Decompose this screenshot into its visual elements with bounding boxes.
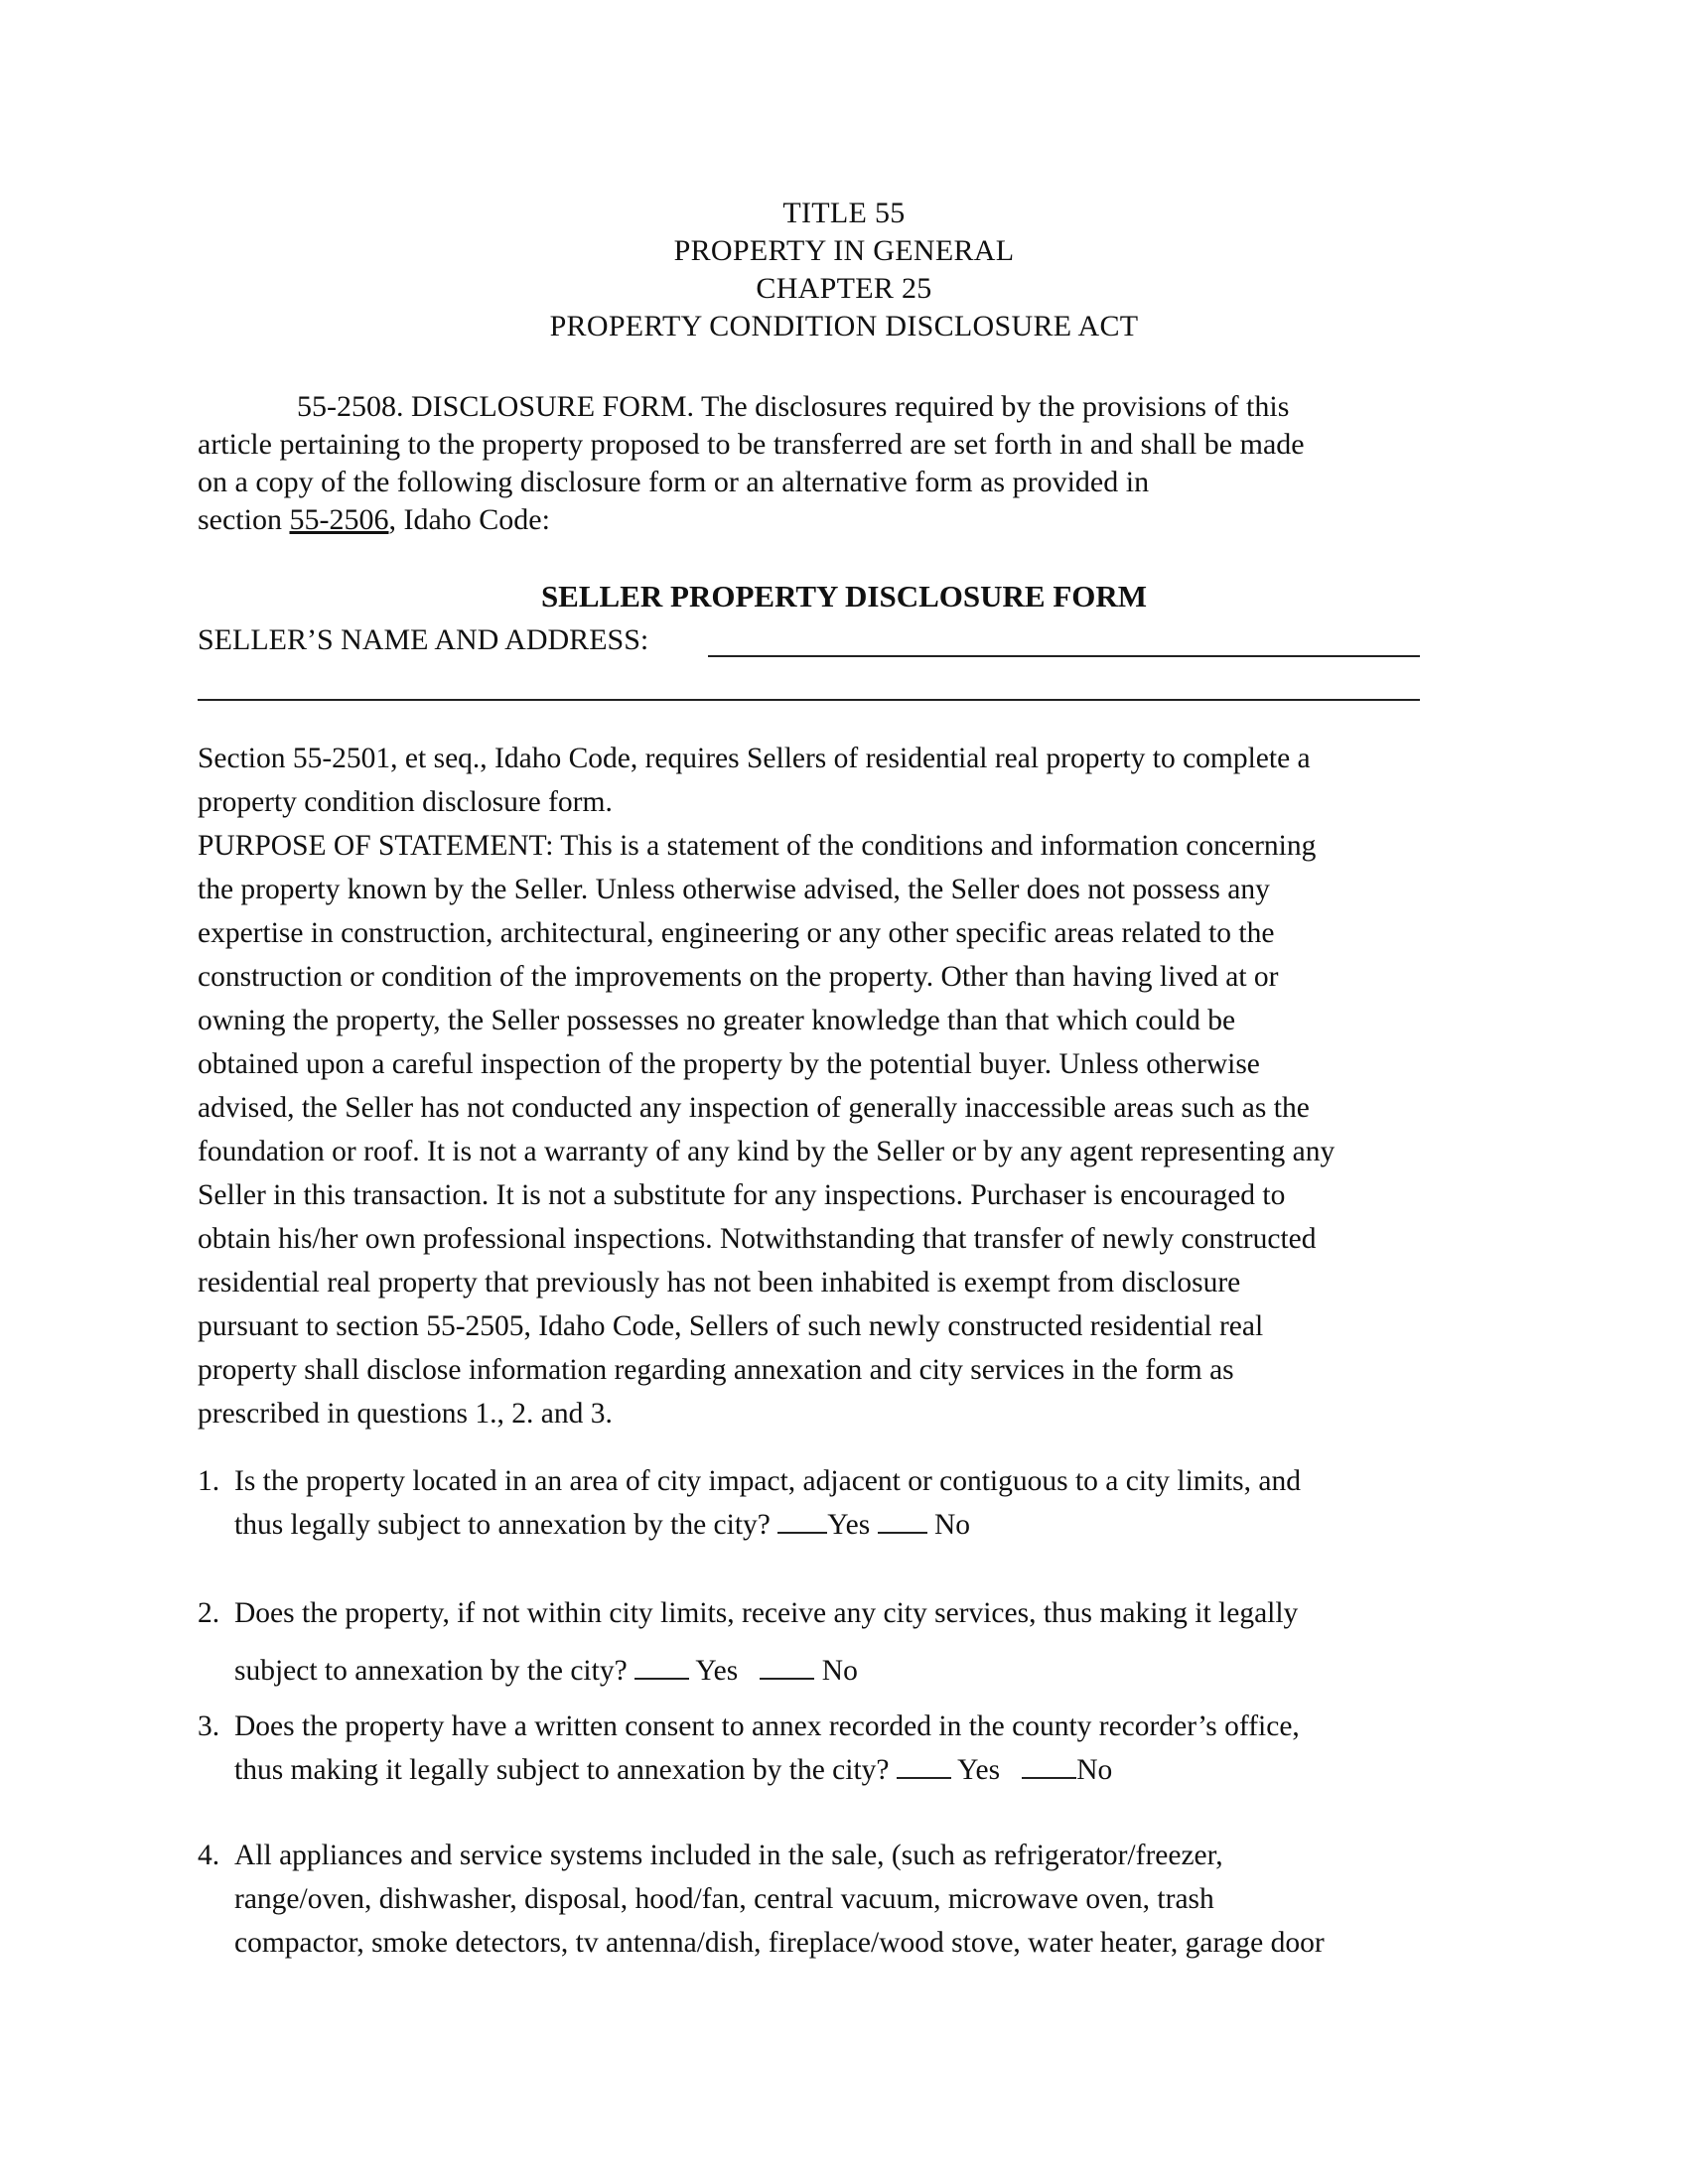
question-line: thus making it legally subject to annexation by the city? xyxy=(234,1754,890,1786)
question-answer-line xyxy=(234,1649,1298,1693)
intro-line xyxy=(198,501,1488,539)
document-heading xyxy=(0,195,1688,345)
seller-name-field[interactable] xyxy=(708,655,1420,657)
body-line: obtain his/her own professional inspections. Notwithstanding that transfer of newly constructed xyxy=(198,1223,1317,1255)
intro-line: article pertaining to the property proposed to be transferred are set forth in and shall be made xyxy=(198,428,1305,461)
purpose-statement xyxy=(198,737,1498,1435)
question-line: Does the property have a written consent to annex recorded in the county recorder’s office, xyxy=(234,1710,1300,1742)
body-line: expertise in construction, architectural, engineering or any other specific areas related to the xyxy=(198,917,1275,949)
form-title: SELLER PROPERTY DISCLOSURE FORM xyxy=(540,579,1148,614)
question-line: compactor, smoke detectors, tv antenna/dish, fireplace/wood stove, water heater, garage door xyxy=(234,1927,1325,1959)
intro-line: on a copy of the following disclosure form or an alternative form as provided in xyxy=(198,466,1150,498)
question-text xyxy=(234,1591,1298,1693)
body-line: prescribed in questions 1., 2. and 3. xyxy=(198,1398,613,1430)
body-line: property shall disclose information regarding annexation and city services in the form as xyxy=(198,1354,1234,1386)
body-line: obtained upon a careful inspection of the property by the potential buyer. Unless otherwise xyxy=(198,1048,1260,1080)
question-line: Does the property, if not within city limits, receive any city services, thus making it legally xyxy=(234,1597,1299,1629)
seller-address-field[interactable] xyxy=(198,699,1420,701)
body-line: Seller in this transaction. It is not a substitute for any inspections. Purchaser is encouraged to xyxy=(198,1179,1286,1211)
question-line: All appliances and service systems included in the sale, (such as refrigerator/freezer, xyxy=(234,1840,1223,1871)
subtitle-line: PROPERTY IN GENERAL xyxy=(673,234,1015,267)
body-line: construction or condition of the improvements on the property. Other than having lived at or xyxy=(198,961,1279,993)
q1-yes-blank[interactable] xyxy=(777,1508,827,1534)
no-label: No xyxy=(821,1655,858,1687)
act-line: PROPERTY CONDITION DISCLOSURE ACT xyxy=(549,310,1139,342)
yes-label: Yes xyxy=(827,1509,871,1541)
question-number: 4. xyxy=(198,1840,220,1871)
question-number: 2. xyxy=(198,1597,220,1629)
question-text xyxy=(234,1705,1300,1792)
yes-label: Yes xyxy=(695,1655,739,1687)
body-line: residential real property that previously has not been inhabited is exempt from disclosure xyxy=(198,1267,1241,1298)
question-line: thus legally subject to annexation by the city? xyxy=(234,1509,771,1541)
q2-no-blank[interactable] xyxy=(760,1654,814,1680)
question-line: Is the property located in an area of city impact, adjacent or contiguous to a city limits, and xyxy=(234,1465,1301,1497)
no-label: No xyxy=(1076,1754,1113,1786)
body-line: the property known by the Seller. Unless otherwise advised, the Seller does not possess any xyxy=(198,874,1270,905)
title-line: TITLE 55 xyxy=(782,197,906,229)
yes-label: Yes xyxy=(957,1754,1001,1786)
body-line: Section 55-2501, et seq., Idaho Code, requires Sellers of residential real property to complete a xyxy=(198,743,1311,774)
q3-no-blank[interactable] xyxy=(1022,1753,1076,1779)
section-55-2506-link[interactable]: 55-2506 xyxy=(289,503,389,536)
no-label: No xyxy=(933,1509,970,1541)
question-text xyxy=(234,1459,1301,1547)
question-number: 1. xyxy=(198,1465,220,1497)
intro-section-prefix: section xyxy=(198,503,290,536)
q3-yes-blank[interactable] xyxy=(897,1753,951,1779)
q2-yes-blank[interactable] xyxy=(634,1654,689,1680)
body-line: PURPOSE OF STATEMENT: This is a statement of the conditions and information concerning xyxy=(198,830,1317,862)
question-answer-line xyxy=(234,1748,1300,1792)
body-line: advised, the Seller has not conducted any inspection of generally inaccessible areas such as the xyxy=(198,1092,1310,1124)
body-line: owning the property, the Seller possesses no greater knowledge than that which could be xyxy=(198,1005,1236,1036)
intro-paragraph xyxy=(198,388,1488,539)
question-line: subject to annexation by the city? xyxy=(234,1655,628,1687)
question-text xyxy=(234,1834,1325,1965)
seller-name-label: SELLER’S NAME AND ADDRESS: xyxy=(198,623,649,656)
question-number: 3. xyxy=(198,1710,220,1742)
body-line: pursuant to section 55-2505, Idaho Code, Sellers of such newly constructed residential real xyxy=(198,1310,1264,1342)
question-line: range/oven, dishwasher, disposal, hood/fan, central vacuum, microwave oven, trash xyxy=(234,1883,1214,1915)
chapter-line: CHAPTER 25 xyxy=(756,272,932,305)
intro-line: 55-2508. DISCLOSURE FORM. The disclosures required by the provisions of this xyxy=(297,390,1290,423)
intro-section-suffix: , Idaho Code: xyxy=(388,503,550,536)
body-line: foundation or roof. It is not a warranty of any kind by the Seller or by any agent representing any xyxy=(198,1136,1336,1167)
question-answer-line xyxy=(234,1503,1301,1547)
q1-no-blank[interactable] xyxy=(878,1508,927,1534)
body-line: property condition disclosure form. xyxy=(198,786,613,818)
